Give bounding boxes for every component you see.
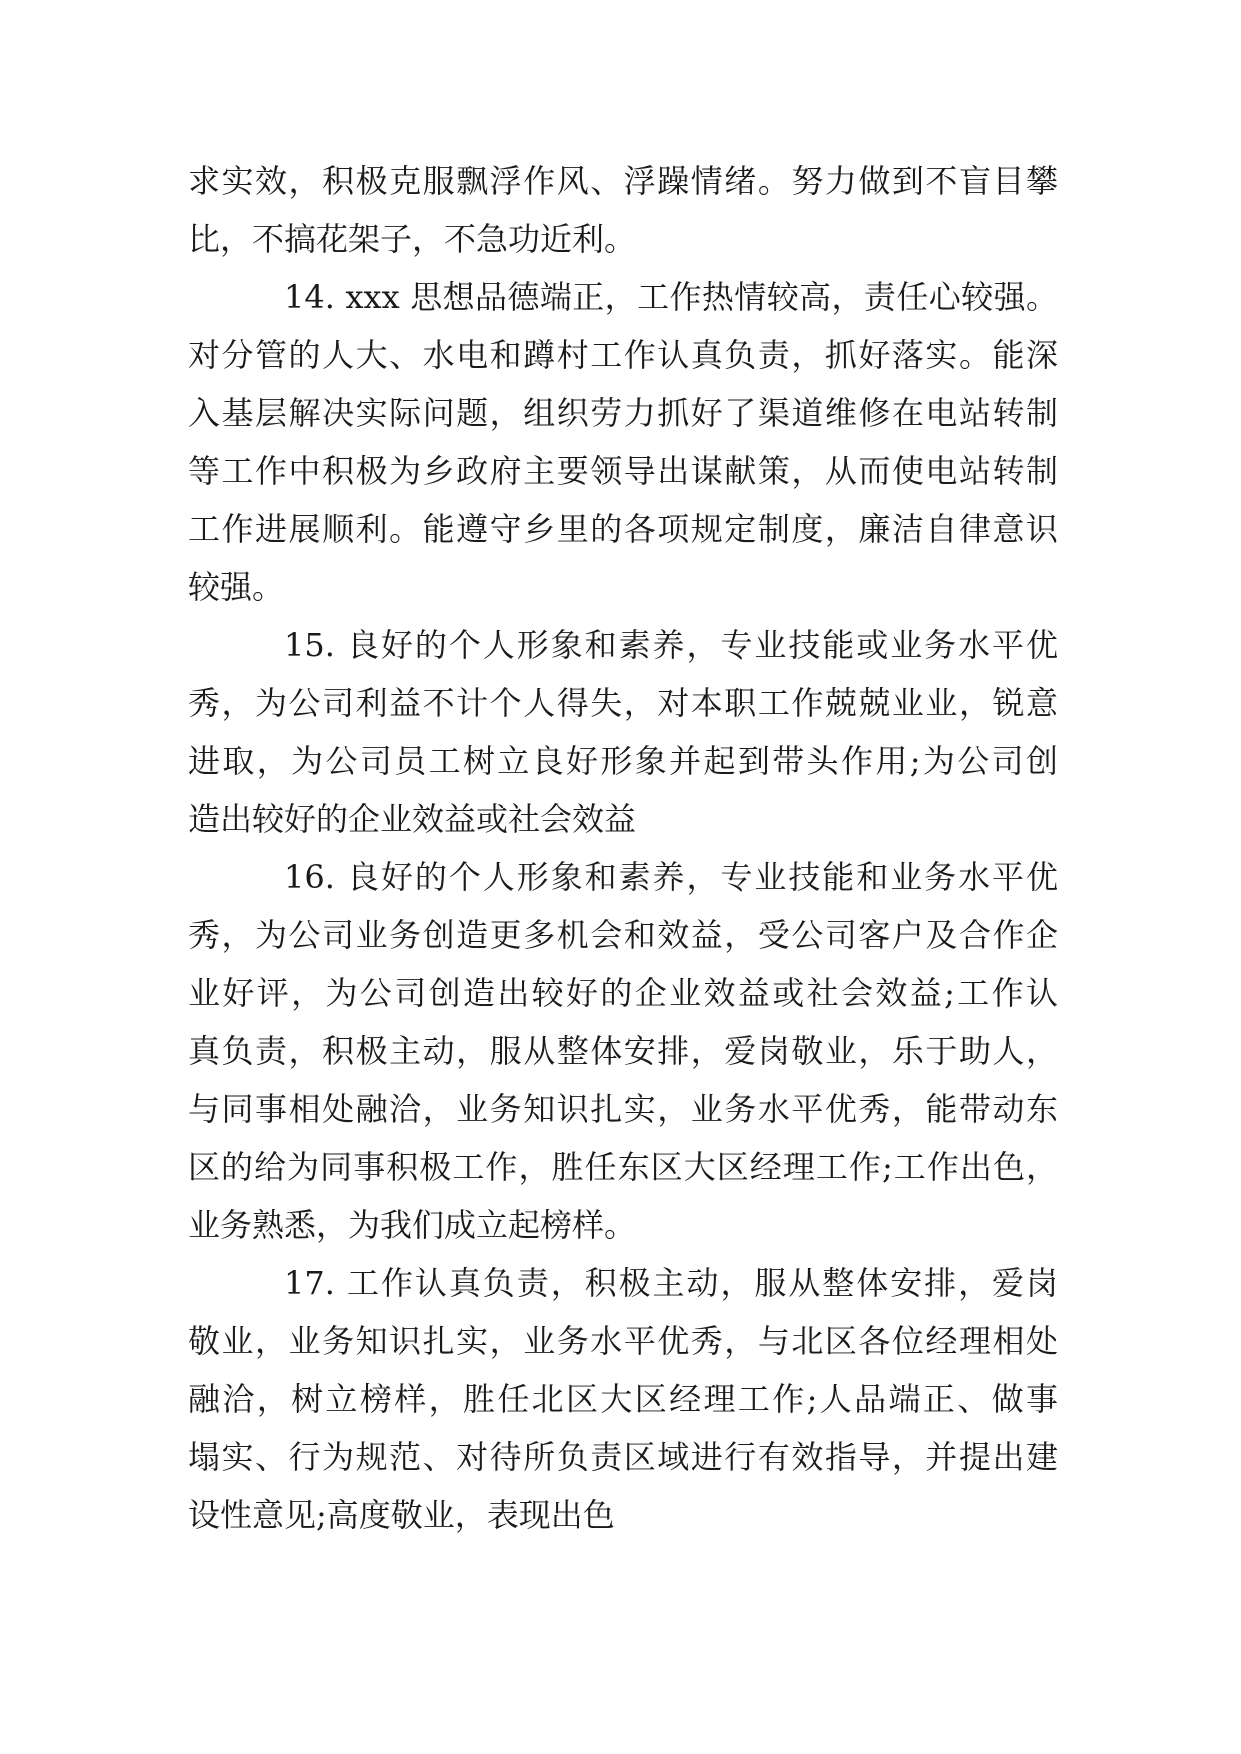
paragraph-item-15 [188, 616, 1058, 848]
text-line: 比，不搞花架子，不急功近利。 [188, 220, 637, 258]
text-line: 17. 工作认真负责，积极主动，服从整体安排，爱岗 [284, 1264, 1058, 1302]
text-line: 塌实、行为规范、对待所负责区域进行有效指导，并提出建 [188, 1438, 1058, 1476]
text-line: 区的给为同事积极工作，胜任东区大区经理工作;工作出色， [188, 1148, 1058, 1186]
text-line: 与同事相处融洽，业务知识扎实，业务水平优秀，能带动东 [188, 1090, 1058, 1128]
text-line: 16. 良好的个人形象和素养，专业技能和业务水平优 [284, 858, 1058, 896]
paragraph-item-16 [188, 848, 1058, 1254]
text-line: 工作进展顺利。能遵守乡里的各项规定制度，廉洁自律意识 [188, 510, 1058, 548]
text-line: 敬业，业务知识扎实，业务水平优秀，与北区各位经理相处 [188, 1322, 1058, 1360]
text-line: 入基层解决实际问题，组织劳力抓好了渠道维修在电站转制 [188, 394, 1058, 432]
text-line: 求实效，积极克服飘浮作风、浮躁情绪。努力做到不盲目攀 [188, 162, 1058, 200]
text-line: 秀，为公司业务创造更多机会和效益，受公司客户及合作企 [188, 916, 1058, 954]
text-line: 秀，为公司利益不计个人得失，对本职工作兢兢业业，锐意 [188, 684, 1058, 722]
text-line: 业务熟悉，为我们成立起榜样。 [188, 1206, 637, 1244]
paragraph-item-14 [188, 268, 1058, 616]
paragraph-item-17 [188, 1254, 1058, 1544]
text-line: 较强。 [188, 568, 285, 606]
text-line: 融洽，树立榜样，胜任北区大区经理工作;人品端正、做事 [188, 1380, 1058, 1418]
text-line: 业好评，为公司创造出较好的企业效益或社会效益;工作认 [188, 974, 1058, 1012]
text-line: 对分管的人大、水电和蹲村工作认真负责，抓好落实。能深 [188, 336, 1058, 374]
document-body [188, 152, 1058, 1544]
paragraph-continuation [188, 152, 1058, 268]
text-line: 真负责，积极主动，服从整体安排，爱岗敬业，乐于助人， [188, 1032, 1058, 1070]
text-line: 14. xxx 思想品德端正，工作热情较高，责任心较强。 [284, 278, 1058, 316]
text-line: 设性意见;高度敬业，表现出色 [188, 1496, 615, 1534]
text-line: 15. 良好的个人形象和素养，专业技能或业务水平优 [284, 626, 1058, 664]
text-line: 进取，为公司员工树立良好形象并起到带头作用;为公司创 [188, 742, 1058, 780]
text-line: 造出较好的企业效益或社会效益 [188, 800, 637, 838]
text-line: 等工作中积极为乡政府主要领导出谋献策，从而使电站转制 [188, 452, 1058, 490]
